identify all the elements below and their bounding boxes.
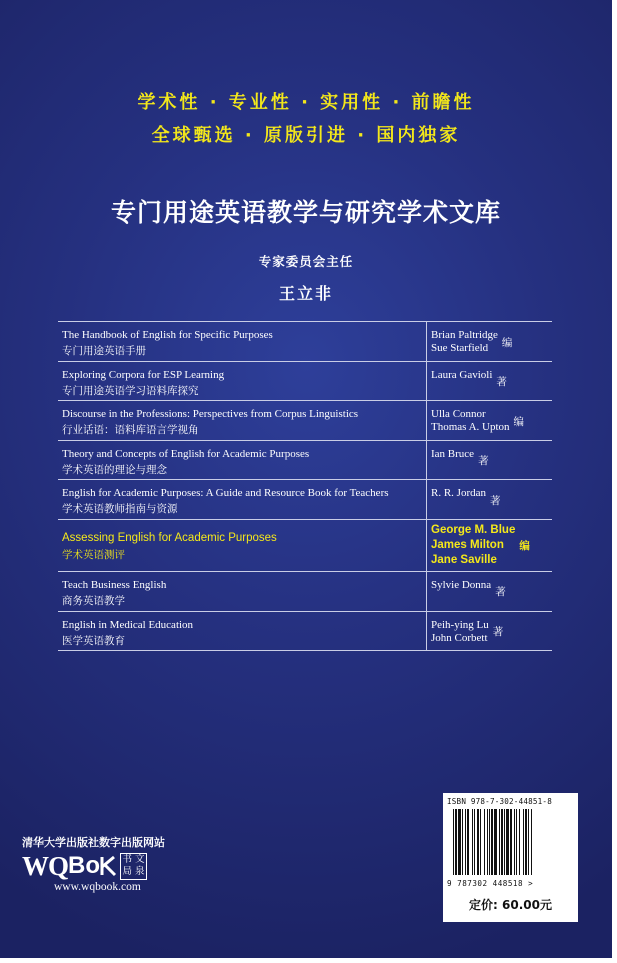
page-edge — [612, 0, 617, 963]
column-divider — [426, 401, 427, 440]
author-role: 编 — [519, 540, 530, 553]
wqbook-logo — [22, 851, 147, 881]
isbn-label: ISBN 978-7-302-44851-8 — [447, 797, 552, 806]
book-title-en: Theory and Concepts of English for Academic Purposes — [62, 447, 310, 460]
book-row — [58, 401, 552, 441]
author-name: Ian Bruce — [431, 447, 475, 460]
author-name: Ulla Connor — [431, 408, 486, 421]
slogan-line-1: 学术性 · 专业性 · 实用性 · 前瞻性 — [137, 92, 475, 113]
author-name: Sue Starfield — [431, 342, 489, 354]
book-row — [58, 612, 552, 652]
author-role: 著 — [478, 455, 489, 468]
book-row — [58, 572, 552, 612]
book-title-zh: 行业话语：语料库语言学视角 — [62, 424, 199, 437]
book-title-en: Assessing English for Academic Purposes — [62, 531, 277, 544]
author-name: Jane Saville — [431, 553, 497, 566]
column-divider — [426, 480, 427, 519]
committee-label: 专家委员会主任 — [258, 254, 354, 269]
book-row — [58, 362, 552, 402]
author-role: 编 — [513, 415, 525, 428]
logo-k-icon — [100, 855, 117, 877]
book-title-zh: 医学英语教育 — [62, 634, 125, 647]
barcode-icon — [451, 809, 570, 877]
author-name: Laura Gavioli — [431, 368, 493, 381]
author-role: 著 — [492, 626, 504, 639]
book-row — [58, 322, 552, 362]
slogan-line-2: 全球甄选 · 原版引进 · 国内独家 — [151, 125, 461, 146]
author-name: Brian Paltridge — [431, 329, 498, 341]
author-role: 著 — [495, 586, 506, 599]
author-role: 著 — [490, 494, 501, 507]
book-authors — [431, 408, 510, 434]
author-name: George M. Blue — [431, 523, 516, 536]
book-title-zh: 专门用途英语手册 — [62, 345, 146, 357]
book-row — [58, 480, 552, 520]
book-title-zh: 学术英语教师指南与资源 — [62, 503, 178, 516]
book-title-zh: 商务英语教学 — [62, 594, 125, 607]
series-title: 专门用途英语教学与研究学术文库 — [110, 198, 501, 227]
book-title-zh: 学术英语测评 — [62, 548, 125, 561]
stamp-char: 文 — [135, 853, 145, 865]
stamp-char: 书 — [122, 853, 133, 865]
book-title-zh: 学术英语的理论与理念 — [62, 463, 167, 476]
book-authors — [431, 487, 486, 500]
author-name: Sylvie Donna — [431, 578, 492, 591]
author-name: R. R. Jordan — [431, 487, 486, 500]
column-divider — [426, 362, 427, 401]
book-title-en: English in Medical Education — [62, 618, 194, 631]
book-title-en: Teach Business English — [62, 578, 167, 591]
book-authors — [431, 579, 491, 592]
stamp-char: 泉 — [135, 866, 145, 877]
book-title-en: English for Academic Purposes: A Guide and Resource Book for Teachers — [62, 487, 389, 500]
publisher-site-label: 清华大学出版社数字出版网站 — [22, 836, 165, 849]
book-authors — [431, 329, 498, 355]
publisher-url: www.wqbook.com — [54, 881, 141, 893]
column-divider — [426, 322, 427, 361]
author-name: John Corbett — [431, 631, 488, 644]
book-title-zh: 专门用途英语学习语料库探究 — [62, 384, 199, 397]
book-row — [58, 520, 552, 572]
author-name: James Milton — [431, 538, 504, 551]
column-divider — [426, 441, 427, 480]
column-divider — [426, 612, 427, 651]
book-row — [58, 441, 552, 481]
committee-chief-name: 王立非 — [278, 284, 333, 303]
logo-stamp-icon — [120, 853, 147, 880]
barcode-panel — [443, 793, 578, 922]
author-role: 著 — [496, 376, 507, 389]
book-title-en: Exploring Corpora for ESP Learning — [62, 368, 225, 381]
author-name: Peih-ying Lu — [431, 618, 489, 631]
book-authors — [431, 619, 489, 645]
price-label: 定价: 60.00元 — [469, 898, 552, 912]
logo-book-text: Bo — [68, 852, 101, 879]
book-title-en: The Handbook of English for Specific Purposes — [62, 329, 273, 341]
barcode-digits: 9 787302 448518 > — [447, 879, 534, 888]
column-divider — [426, 572, 427, 611]
book-authors — [431, 448, 474, 461]
author-name: Thomas A. Upton — [431, 421, 510, 434]
author-role: 编 — [501, 336, 513, 349]
book-list — [58, 321, 552, 651]
column-divider — [426, 520, 427, 571]
book-authors — [431, 523, 515, 568]
stamp-char: 局 — [122, 866, 133, 877]
logo-wq-text: WQ — [22, 850, 69, 881]
page-edge — [0, 958, 617, 963]
book-title-en: Discourse in the Professions: Perspectives from Corpus Linguistics — [62, 408, 359, 421]
book-authors — [431, 369, 492, 382]
